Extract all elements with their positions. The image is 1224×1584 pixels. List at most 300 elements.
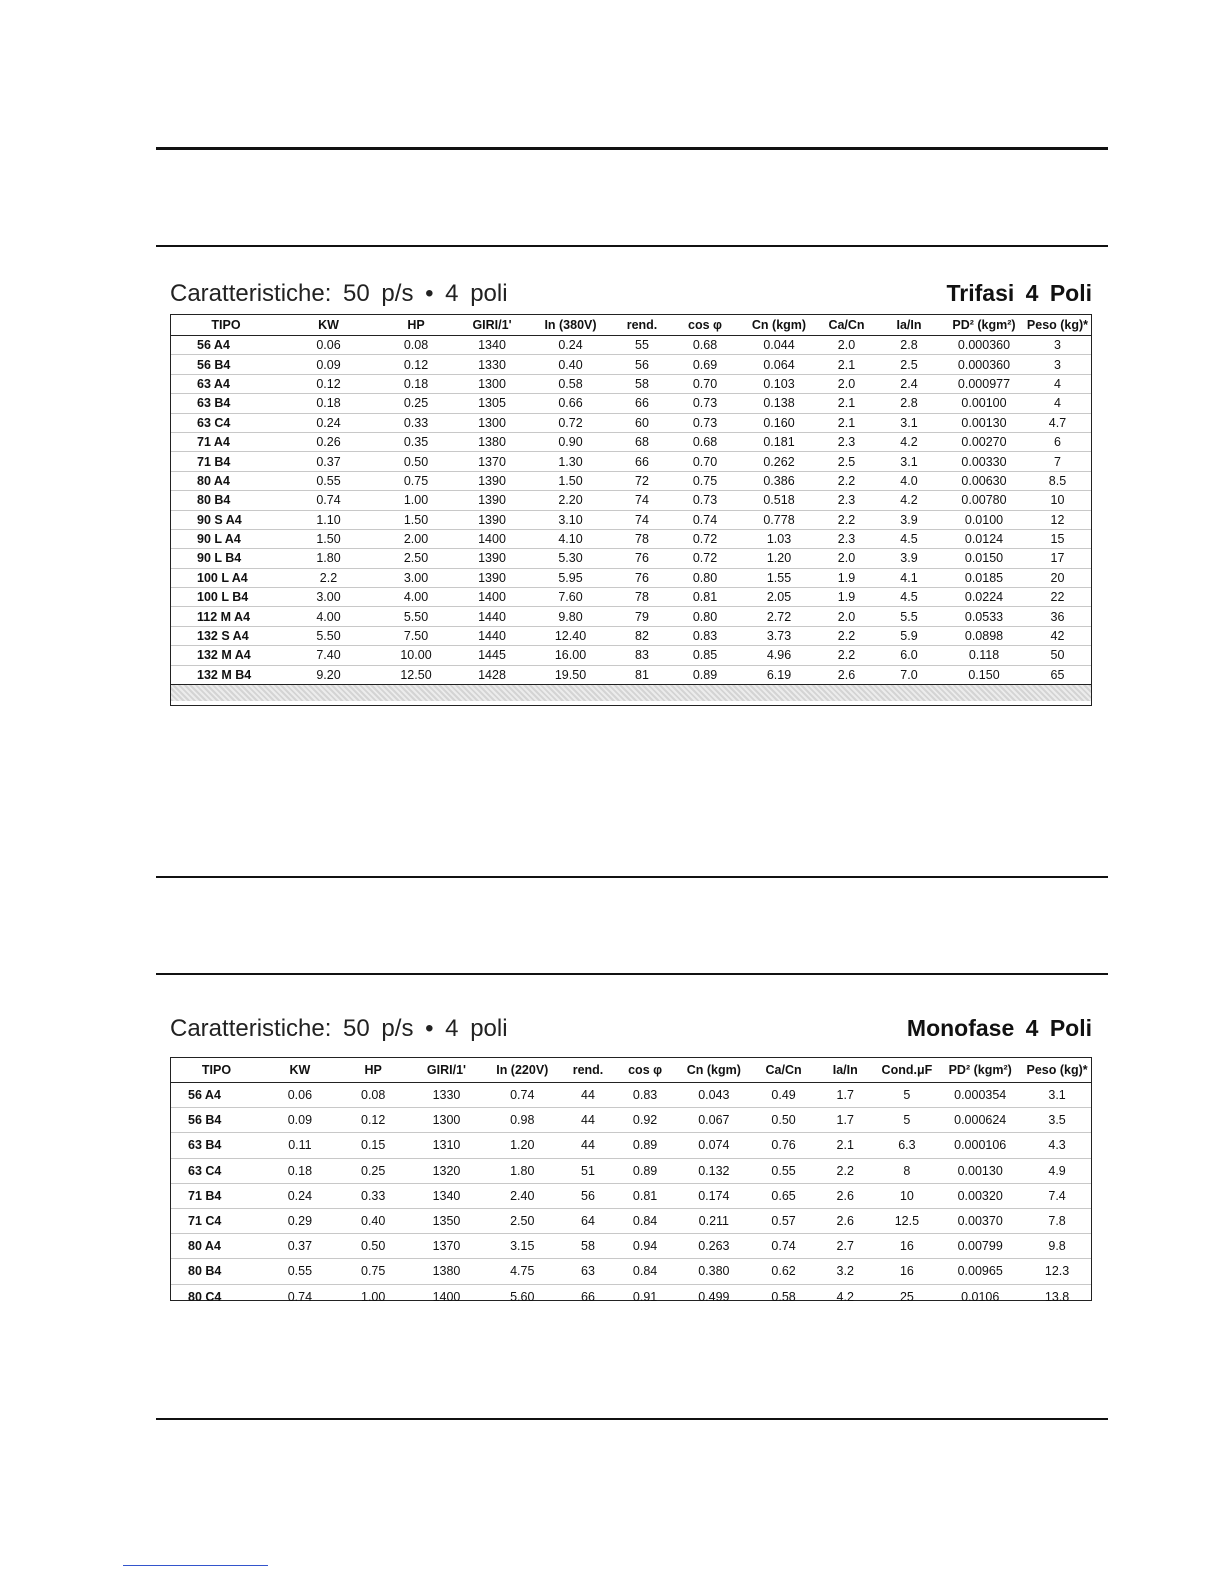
table-cell: 16 xyxy=(877,1259,938,1284)
table-cell: 4.7 xyxy=(1024,413,1091,432)
table-cell: 0.72 xyxy=(528,413,613,432)
table-cell: 2.20 xyxy=(528,491,613,510)
table-cell: 0.150 xyxy=(968,667,1000,682)
column-header: Ia/In xyxy=(874,315,944,336)
table-cell: 1390 xyxy=(456,491,528,510)
table-cell: 1.50 xyxy=(528,471,613,490)
table-cell: 0.55 xyxy=(753,1158,814,1183)
motor-type-cell: 132 S A4 xyxy=(171,626,281,645)
table-cell: 4 xyxy=(1024,394,1091,413)
footer-link-underline xyxy=(123,1565,268,1566)
motor-type-cell: 63 C4 xyxy=(171,413,281,432)
table-cell: 2.0 xyxy=(819,374,874,393)
table-cell: 8 xyxy=(877,1158,938,1183)
trifasi-heading xyxy=(170,280,1092,316)
table-cell: 0.70 xyxy=(671,374,739,393)
table-cell: 4.3 xyxy=(1023,1133,1091,1158)
table-cell: 9.20 xyxy=(316,667,341,682)
table-cell: 0.262 xyxy=(739,452,819,471)
table-cell: 1.50 xyxy=(376,510,456,529)
table-cell: 0.89 xyxy=(692,667,718,682)
column-header: Ca/Cn xyxy=(753,1058,814,1083)
monofase-header-row xyxy=(171,1058,1091,1083)
table-cell: 0.11 xyxy=(262,1133,338,1158)
monofase-table xyxy=(170,1057,1092,1304)
table-cell: 64 xyxy=(560,1208,616,1233)
table-cell: 0.69 xyxy=(671,355,739,374)
table-cell: 15 xyxy=(1024,529,1091,548)
table-cell: 1300 xyxy=(409,1108,485,1133)
table-cell: 0.181 xyxy=(739,432,819,451)
table-cell: 1445 xyxy=(456,646,528,665)
table-cell: 0.37 xyxy=(281,452,376,471)
column-header: PD² (kgm²) xyxy=(937,1058,1023,1083)
table-cell: 4.96 xyxy=(739,646,819,665)
motor-type-cell: 80 A4 xyxy=(171,471,281,490)
column-header: cos φ xyxy=(616,1058,675,1083)
table-cell: 1.80 xyxy=(484,1158,560,1183)
table-cell: 0.0224 xyxy=(944,588,1024,607)
motor-type-cell: 56 A4 xyxy=(171,336,281,355)
column-header: Cn (kgm) xyxy=(674,1058,753,1083)
table-cell: 0.90 xyxy=(528,432,613,451)
motor-type-cell: 80 A4 xyxy=(171,1234,262,1259)
table-cell: 2.8 xyxy=(874,394,944,413)
table-cell: 7.60 xyxy=(528,588,613,607)
table-cell: 1390 xyxy=(456,471,528,490)
table-cell: 2.0 xyxy=(819,336,874,355)
column-header: PD² (kgm²) xyxy=(944,315,1024,336)
table-row xyxy=(171,452,1091,471)
table-row xyxy=(171,1158,1091,1183)
table-cell: 1330 xyxy=(456,355,528,374)
table-cell: 22 xyxy=(1024,588,1091,607)
table-row xyxy=(171,491,1091,510)
table-cell: 1.00 xyxy=(376,491,456,510)
table-cell: 42 xyxy=(1024,626,1091,645)
table-row xyxy=(171,1284,1091,1309)
motor-type-cell: 71 C4 xyxy=(171,1208,262,1233)
table-cell: 0.84 xyxy=(616,1259,675,1284)
column-header: Ca/Cn xyxy=(819,315,874,336)
motor-type-cell: 71 B4 xyxy=(171,1183,262,1208)
table-cell: 0.12 xyxy=(376,355,456,374)
table-cell: 19.50 xyxy=(554,667,587,682)
table-cell: 3.9 xyxy=(874,510,944,529)
table-cell: 0.00780 xyxy=(944,491,1024,510)
table-cell: 0.70 xyxy=(671,452,739,471)
table-cell: 2.2 xyxy=(819,626,874,645)
table-cell: 9.8 xyxy=(1023,1234,1091,1259)
table-cell: 0.174 xyxy=(674,1183,753,1208)
table-cell: 2.4 xyxy=(874,374,944,393)
table-cell: 4.5 xyxy=(874,588,944,607)
monofase-subtitle: Caratteristiche: 50 p/s • 4 poli xyxy=(170,1015,508,1042)
table-cell: 0.73 xyxy=(671,413,739,432)
table-cell: 0.57 xyxy=(753,1208,814,1233)
table-cell: 0.263 xyxy=(674,1234,753,1259)
table-cell: 0.66 xyxy=(528,394,613,413)
table-cell: 0.00130 xyxy=(937,1158,1023,1183)
table-row xyxy=(171,1108,1091,1133)
table-cell: 3.00 xyxy=(281,588,376,607)
table-cell: 6 xyxy=(1024,432,1091,451)
table-cell: 65 xyxy=(1050,667,1065,682)
table-row xyxy=(171,355,1091,374)
table-row xyxy=(171,1083,1091,1108)
table-cell: 1.9 xyxy=(819,588,874,607)
motor-type-cell: 112 M A4 xyxy=(171,607,281,626)
table-cell: 66 xyxy=(581,1289,595,1304)
table-cell: 6.3 xyxy=(877,1133,938,1158)
table-cell: 1390 xyxy=(456,510,528,529)
column-header: In (380V) xyxy=(528,315,613,336)
table-cell: 0.0106 xyxy=(961,1289,1000,1304)
table-cell: 0.0533 xyxy=(944,607,1024,626)
table-cell: 4.5 xyxy=(874,529,944,548)
table-cell: 2.2 xyxy=(814,1158,877,1183)
table-cell: 1.20 xyxy=(739,549,819,568)
table-cell: 7 xyxy=(1024,452,1091,471)
table-row xyxy=(171,1133,1091,1158)
table-cell: 79 xyxy=(613,607,671,626)
column-header: KW xyxy=(262,1058,338,1083)
table-cell: 83 xyxy=(613,646,671,665)
table-cell: 0.138 xyxy=(739,394,819,413)
table-cell: 0.074 xyxy=(674,1133,753,1158)
table-cell: 3 xyxy=(1024,355,1091,374)
table-cell: 0.26 xyxy=(281,432,376,451)
table-cell: 0.06 xyxy=(281,336,376,355)
table-cell: 12 xyxy=(1024,510,1091,529)
table-cell: 0.15 xyxy=(338,1133,409,1158)
table-cell: 0.103 xyxy=(739,374,819,393)
table-cell: 0.0100 xyxy=(944,510,1024,529)
table-cell: 0.75 xyxy=(376,471,456,490)
table-cell: 1320 xyxy=(409,1158,485,1183)
trifasi-table-footer-band xyxy=(171,684,1091,701)
table-cell: 82 xyxy=(613,626,671,645)
trifasi-title: Trifasi 4 Poli xyxy=(946,280,1092,306)
table-cell: 20 xyxy=(1024,568,1091,587)
column-header: Peso (kg)* xyxy=(1024,315,1091,336)
table-cell: 1390 xyxy=(456,549,528,568)
table-cell: 3.2 xyxy=(814,1259,877,1284)
table-cell: 0.58 xyxy=(771,1289,796,1304)
table-cell: 0.40 xyxy=(338,1208,409,1233)
table-cell: 1400 xyxy=(456,529,528,548)
table-cell: 5.60 xyxy=(510,1289,535,1304)
column-header: rend. xyxy=(613,315,671,336)
table-row xyxy=(171,1183,1091,1208)
table-cell: 2.3 xyxy=(819,491,874,510)
table-cell: 3.9 xyxy=(874,549,944,568)
table-cell: 0.118 xyxy=(944,646,1024,665)
table-cell: 4.2 xyxy=(874,491,944,510)
table-row xyxy=(171,374,1091,393)
table-cell: 4.0 xyxy=(874,471,944,490)
table-cell: 0.386 xyxy=(739,471,819,490)
motor-type-cell: 90 L B4 xyxy=(171,549,281,568)
table-cell: 3.1 xyxy=(874,413,944,432)
table-row xyxy=(171,394,1091,413)
table-cell: 2.1 xyxy=(819,355,874,374)
table-cell: 2.5 xyxy=(874,355,944,374)
column-header: In (220V) xyxy=(484,1058,560,1083)
table-cell: 56 xyxy=(560,1183,616,1208)
table-cell: 2.1 xyxy=(819,413,874,432)
table-cell: 1380 xyxy=(409,1259,485,1284)
table-cell: 5 xyxy=(877,1083,938,1108)
table-cell: 0.044 xyxy=(739,336,819,355)
table-cell: 0.18 xyxy=(281,394,376,413)
table-cell: 0.0150 xyxy=(944,549,1024,568)
table-row xyxy=(171,1208,1091,1233)
table-cell: 4.00 xyxy=(281,607,376,626)
table-cell: 1440 xyxy=(456,607,528,626)
table-cell: 5.50 xyxy=(376,607,456,626)
table-cell: 0.50 xyxy=(376,452,456,471)
table-cell: 1310 xyxy=(409,1133,485,1158)
table-cell: 74 xyxy=(613,491,671,510)
table-cell: 51 xyxy=(560,1158,616,1183)
table-cell: 78 xyxy=(613,529,671,548)
table-cell: 10 xyxy=(1024,491,1091,510)
table-cell: 6.0 xyxy=(874,646,944,665)
column-header: HP xyxy=(376,315,456,336)
table-row xyxy=(171,588,1091,607)
table-cell: 0.85 xyxy=(671,646,739,665)
table-cell: 4.1 xyxy=(874,568,944,587)
table-cell: 68 xyxy=(613,432,671,451)
table-cell: 3.73 xyxy=(739,626,819,645)
column-header: Cn (kgm) xyxy=(739,315,819,336)
table-cell: 1380 xyxy=(456,432,528,451)
table-cell: 2.6 xyxy=(837,667,856,682)
table-cell: 0.74 xyxy=(287,1289,313,1304)
table-cell: 1300 xyxy=(456,413,528,432)
table-cell: 0.0124 xyxy=(944,529,1024,548)
table-cell: 0.00100 xyxy=(944,394,1024,413)
table-cell: 0.75 xyxy=(671,471,739,490)
table-cell: 0.73 xyxy=(671,394,739,413)
table-cell: 78 xyxy=(613,588,671,607)
table-cell: 2.2 xyxy=(281,568,376,587)
table-row xyxy=(171,626,1091,645)
table-cell: 0.81 xyxy=(616,1183,675,1208)
table-row xyxy=(171,646,1091,665)
trifasi-table xyxy=(170,314,1092,706)
table-cell: 2.1 xyxy=(814,1133,877,1158)
table-cell: 2.50 xyxy=(376,549,456,568)
table-cell: 3.5 xyxy=(1023,1108,1091,1133)
table-cell: 3.1 xyxy=(874,452,944,471)
table-cell: 16.00 xyxy=(528,646,613,665)
table-cell: 0.72 xyxy=(671,529,739,548)
table-cell: 1440 xyxy=(456,626,528,645)
table-cell: 0.000624 xyxy=(937,1108,1023,1133)
table-cell: 0.33 xyxy=(376,413,456,432)
table-cell: 63 xyxy=(560,1259,616,1284)
table-cell: 0.08 xyxy=(376,336,456,355)
motor-type-cell: 71 A4 xyxy=(171,432,281,451)
table-cell: 1.30 xyxy=(528,452,613,471)
table-cell: 0.24 xyxy=(528,336,613,355)
table-cell: 1.00 xyxy=(361,1289,386,1304)
top-rule xyxy=(156,147,1108,150)
table-cell: 72 xyxy=(613,471,671,490)
motor-type-cell: 132 M A4 xyxy=(171,646,281,665)
table-cell: 2.0 xyxy=(819,607,874,626)
table-cell: 36 xyxy=(1024,607,1091,626)
motor-type-cell: 90 L A4 xyxy=(171,529,281,548)
table-cell: 0.55 xyxy=(281,471,376,490)
table-cell: 0.000354 xyxy=(937,1083,1023,1108)
table-cell: 7.4 xyxy=(1023,1183,1091,1208)
table-cell: 2.2 xyxy=(819,471,874,490)
table-cell: 0.73 xyxy=(671,491,739,510)
table-cell: 0.778 xyxy=(739,510,819,529)
table-cell: 2.6 xyxy=(814,1208,877,1233)
table-cell: 0.06 xyxy=(262,1083,338,1108)
table-cell: 1428 xyxy=(478,667,506,682)
table-cell: 1330 xyxy=(409,1083,485,1108)
table-cell: 1370 xyxy=(409,1234,485,1259)
monofase-title: Monofase 4 Poli xyxy=(906,1015,1092,1041)
table-cell: 60 xyxy=(613,413,671,432)
table-cell: 4.10 xyxy=(528,529,613,548)
table-cell: 0.000360 xyxy=(944,355,1024,374)
table-cell: 3.10 xyxy=(528,510,613,529)
monofase-heading xyxy=(170,1015,1092,1051)
table-cell: 1.9 xyxy=(819,568,874,587)
table-row xyxy=(171,471,1091,490)
table-cell: 4.2 xyxy=(874,432,944,451)
table-cell: 0.76 xyxy=(753,1133,814,1158)
table-cell: 4 xyxy=(1024,374,1091,393)
table-cell: 0.74 xyxy=(484,1083,560,1108)
section-rule xyxy=(156,876,1108,878)
table-cell: 1400 xyxy=(432,1289,461,1304)
section-rule xyxy=(156,973,1108,975)
table-cell: 3 xyxy=(1024,336,1091,355)
table-cell: 0.94 xyxy=(616,1234,675,1259)
column-header: GIRI/1' xyxy=(409,1058,485,1083)
table-cell: 0.00130 xyxy=(944,413,1024,432)
table-cell: 0.91 xyxy=(632,1289,658,1304)
trifasi-header-row xyxy=(171,315,1091,336)
column-header: TIPO xyxy=(171,1058,262,1083)
table-cell: 0.74 xyxy=(753,1234,814,1259)
table-cell: 81 xyxy=(635,667,649,682)
table-cell: 0.00330 xyxy=(944,452,1024,471)
table-row xyxy=(171,336,1091,355)
table-row xyxy=(171,607,1091,626)
table-cell: 0.74 xyxy=(281,491,376,510)
table-cell: 1.10 xyxy=(281,510,376,529)
table-cell: 12.40 xyxy=(528,626,613,645)
motor-type-cell: 56 B4 xyxy=(171,1108,262,1133)
motor-type-cell: 80 C4 xyxy=(188,1289,222,1304)
table-cell: 3.00 xyxy=(376,568,456,587)
table-cell: 0.65 xyxy=(753,1183,814,1208)
table-cell: 0.18 xyxy=(262,1158,338,1183)
table-cell: 0.12 xyxy=(281,374,376,393)
column-header: GIRI/1' xyxy=(456,315,528,336)
table-row xyxy=(171,432,1091,451)
table-cell: 1.7 xyxy=(814,1108,877,1133)
table-cell: 0.25 xyxy=(376,394,456,413)
table-cell: 12.5 xyxy=(877,1208,938,1233)
table-cell: 1340 xyxy=(409,1183,485,1208)
table-cell: 0.80 xyxy=(671,568,739,587)
motor-type-cell: 63 B4 xyxy=(171,1133,262,1158)
motor-type-cell: 100 L B4 xyxy=(171,588,281,607)
motor-type-cell: 63 B4 xyxy=(171,394,281,413)
table-cell: 0.68 xyxy=(671,336,739,355)
table-cell: 4.00 xyxy=(376,588,456,607)
table-cell: 2.2 xyxy=(819,646,874,665)
table-cell: 0.24 xyxy=(262,1183,338,1208)
table-cell: 2.3 xyxy=(819,529,874,548)
table-cell: 0.00965 xyxy=(937,1259,1023,1284)
table-row xyxy=(171,510,1091,529)
table-cell: 2.05 xyxy=(739,588,819,607)
table-cell: 13.8 xyxy=(1044,1289,1070,1304)
table-cell: 56 xyxy=(613,355,671,374)
table-cell: 66 xyxy=(613,452,671,471)
table-cell: 0.50 xyxy=(753,1108,814,1133)
bottom-rule xyxy=(156,1418,1108,1420)
table-cell: 0.50 xyxy=(338,1234,409,1259)
table-cell: 0.58 xyxy=(528,374,613,393)
table-row xyxy=(171,529,1091,548)
table-cell: 9.80 xyxy=(528,607,613,626)
table-cell: 74 xyxy=(613,510,671,529)
table-row xyxy=(171,665,1091,684)
table-cell: 0.29 xyxy=(262,1208,338,1233)
table-cell: 0.83 xyxy=(616,1083,675,1108)
table-cell: 12.50 xyxy=(400,667,432,682)
table-cell: 0.81 xyxy=(671,588,739,607)
table-cell: 1.55 xyxy=(739,568,819,587)
column-header: KW xyxy=(281,315,376,336)
table-cell: 4.2 xyxy=(836,1289,854,1304)
table-cell: 2.1 xyxy=(819,394,874,413)
table-cell: 0.0185 xyxy=(944,568,1024,587)
table-cell: 12.3 xyxy=(1023,1259,1091,1284)
table-cell: 2.7 xyxy=(814,1234,877,1259)
table-cell: 7.8 xyxy=(1023,1208,1091,1233)
table-cell: 2.8 xyxy=(874,336,944,355)
table-cell: 0.92 xyxy=(616,1108,675,1133)
column-header: Cond.μF xyxy=(877,1058,938,1083)
table-cell: 2.2 xyxy=(819,510,874,529)
motor-type-cell: 80 B4 xyxy=(171,491,281,510)
table-cell: 0.08 xyxy=(338,1083,409,1108)
table-cell: 1340 xyxy=(456,336,528,355)
table-cell: 44 xyxy=(560,1083,616,1108)
motor-type-cell: 56 B4 xyxy=(171,355,281,374)
table-cell: 0.83 xyxy=(671,626,739,645)
table-row xyxy=(171,568,1091,587)
table-cell: 1.80 xyxy=(281,549,376,568)
motor-type-cell: 56 A4 xyxy=(171,1083,262,1108)
table-cell: 0.211 xyxy=(674,1208,753,1233)
table-cell: 1350 xyxy=(409,1208,485,1233)
table-cell: 7.40 xyxy=(281,646,376,665)
table-cell: 0.89 xyxy=(616,1158,675,1183)
